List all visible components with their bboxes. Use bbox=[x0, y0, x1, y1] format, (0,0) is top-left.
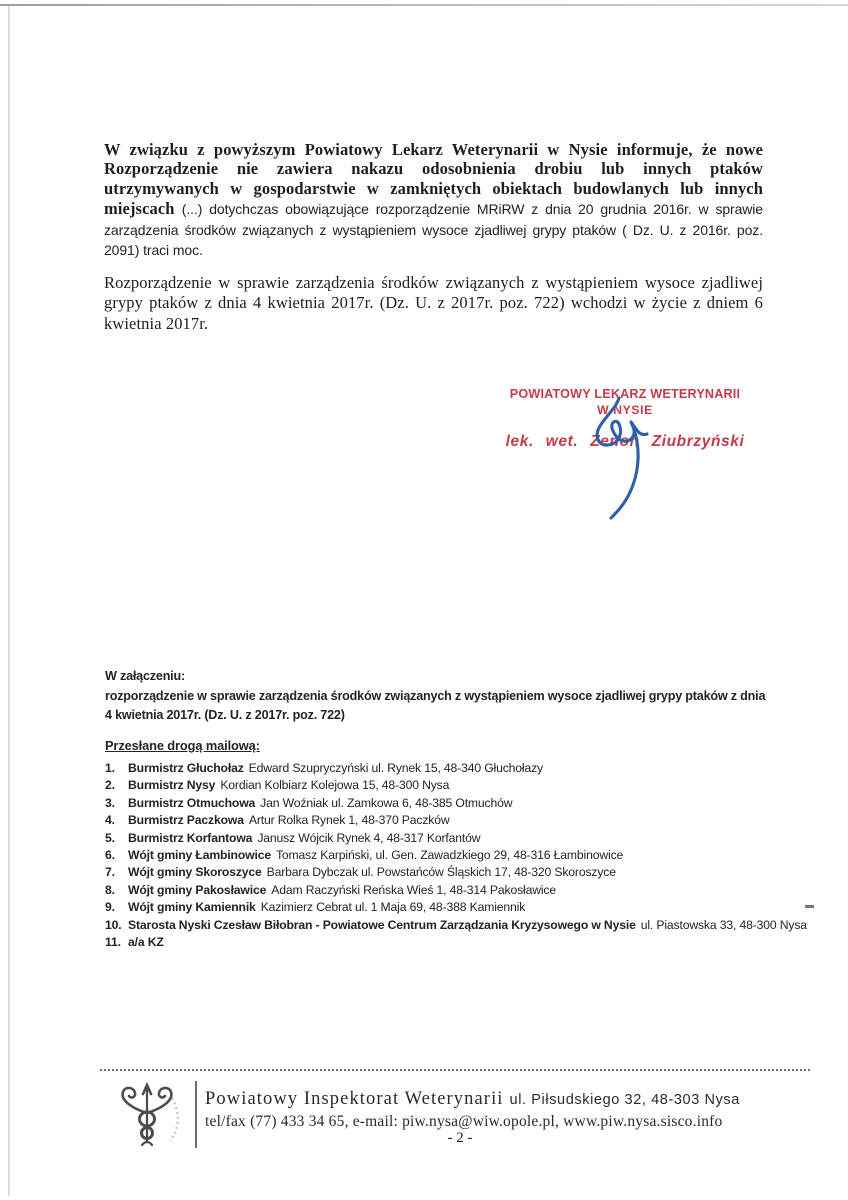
recipient-row bbox=[105, 778, 820, 795]
recipient-title: Burmistrz Otmuchowa bbox=[128, 795, 256, 810]
recipient-row bbox=[105, 865, 820, 882]
stamp-signatory: lek. wet. Zenon Ziubrzyński bbox=[505, 433, 745, 450]
recipient-details: Jan Woźniak ul. Zamkowa 6, 48-385 Otmuchów bbox=[260, 795, 513, 810]
recipient-number: 4. bbox=[105, 813, 115, 828]
recipient-row bbox=[105, 796, 820, 813]
recipient-number: 10. bbox=[105, 917, 122, 932]
recipient-title: Wójt gminy Kamiennik bbox=[128, 900, 256, 915]
recipient-details: Adam Raczyński Reńska Wieś 1, 48-314 Pakosławice bbox=[271, 882, 556, 897]
recipient-title: Wójt gminy Łambinowice bbox=[128, 847, 271, 862]
recipient-details: Artur Rolka Rynek 1, 48-370 Paczków bbox=[248, 813, 450, 828]
footer-org-line bbox=[205, 1089, 805, 1110]
recipient-number: 5. bbox=[105, 830, 115, 845]
scan-edge-top bbox=[0, 4, 848, 6]
attachment-body: rozporządzenie w sprawie zarządzenia środków związanych z wystąpieniem wysoce zjadliwej grypy ptaków z dnia 4 kwietnia 2017r. (Dz. U. z 2017r. poz. 722) bbox=[105, 688, 766, 723]
recipient-row bbox=[105, 900, 820, 917]
recipient-title: Burmistrz Głuchołaz bbox=[128, 761, 244, 775]
recipient-number: 11. bbox=[105, 934, 121, 949]
recipient-details: Janusz Wójcik Rynek 4, 48-317 Korfantów bbox=[257, 830, 481, 845]
recipient-number: 9. bbox=[105, 900, 115, 915]
scan-edge-left bbox=[8, 6, 10, 1196]
recipient-details: Barbara Dybczak ul. Powstańców Śląskich 17, 48-320 Skoroszyce bbox=[266, 865, 616, 880]
recipient-details: Edward Szupryczyński ul. Rynek 15, 48-340 Głuchołazy bbox=[248, 761, 543, 775]
recipient-row bbox=[105, 813, 820, 830]
recipient-row bbox=[105, 883, 820, 900]
recipient-row bbox=[105, 848, 820, 865]
attachment-note bbox=[105, 667, 775, 726]
stamp-title: POWIATOWY LEKARZ WETERYNARII bbox=[509, 387, 741, 401]
recipient-details: ul. Piastowska 33, 48-300 Nysa bbox=[640, 917, 807, 932]
recipient-title: Starosta Nyski Czesław Biłobran - Powiatowe Centrum Zarządzania Kryzysowego w Nysie bbox=[128, 917, 636, 932]
footer-contact-block bbox=[205, 1089, 805, 1131]
footer-divider bbox=[100, 1069, 812, 1071]
paragraph-intro bbox=[104, 140, 763, 262]
attachment-heading: W załączeniu: bbox=[105, 669, 185, 683]
recipient-details: Kordian Kolbiarz Kolejowa 15, 48-300 Nysa bbox=[220, 778, 450, 793]
recipient-number: 2. bbox=[105, 778, 115, 793]
paragraph-intro-bold: W związku z powyższym Powiatowy Lekarz Weterynarii w Nysie informuje, że nowe Rozporządzenie nie zawiera nakazu odosobnienia drobiu lub innych ptaków utrzymywanych w gospodarstwie w zamkniętych obiektach budowlanych lub innych miejscach bbox=[104, 139, 763, 218]
recipient-number: 1. bbox=[105, 761, 115, 775]
mailing-list-heading: Przesłane drogą mailową: bbox=[105, 738, 260, 753]
recipient-title: Wójt gminy Skoroszyce bbox=[128, 865, 262, 880]
recipient-number: 3. bbox=[105, 795, 115, 810]
recipient-details: Tomasz Karpiński, ul. Gen. Zawadzkiego 29, 48-316 Łambinowice bbox=[275, 847, 624, 862]
paragraph-regulation-effective: Rozporządzenie w sprawie zarządzenia środków związanych z wystąpieniem wysoce zjadliwej grypy ptaków z dnia 4 kwietnia 2017r. (Dz. U. z 2017r. poz. 722) wchodzi w życie z dniem 6 kwietnia 2017r. bbox=[104, 272, 763, 333]
paragraph-intro-regular: (...) dotychczas obowiązujące rozporządzenie MRiRW z dnia 20 grudnia 2016r. w sprawie zarządzenia środków związanych z wystąpieniem wysoce zjadliwej grypy ptaków ( Dz. U. z 2016r. poz. 2091) traci moc. bbox=[104, 200, 763, 259]
recipient-number: 6. bbox=[105, 847, 115, 862]
recipient-details: Kazimierz Cebrat ul. 1 Maja 69, 48-388 Kamiennik bbox=[260, 900, 526, 915]
stamp-location: W NYSIE bbox=[597, 403, 653, 417]
handwritten-signature-icon bbox=[586, 395, 658, 523]
recipient-row bbox=[105, 761, 820, 778]
footer-contact-line: tel/fax (77) 433 34 65, e-mail: piw.nysa@wiw.opole.pl, www.piw.nysa.sisco.info bbox=[205, 1113, 723, 1130]
recipient-number: 8. bbox=[105, 882, 115, 897]
veterinary-caduceus-icon bbox=[114, 1082, 192, 1150]
recipient-title: Burmistrz Paczkowa bbox=[128, 813, 244, 828]
recipient-number: 7. bbox=[105, 865, 115, 880]
recipient-title: a/a KZ bbox=[128, 934, 164, 949]
recipient-row bbox=[105, 918, 820, 935]
footer-org-name: Powiatowy Inspektorat Weterynarii bbox=[205, 1089, 504, 1109]
recipient-row bbox=[105, 935, 820, 952]
page-number: - 2 - bbox=[447, 1130, 473, 1146]
footer-separator bbox=[195, 1081, 197, 1148]
footer-org-address: ul. Piłsudskiego 32, 48-303 Nysa bbox=[509, 1092, 740, 1108]
recipient-title: Burmistrz Nysy bbox=[128, 778, 216, 793]
recipient-row bbox=[105, 831, 820, 848]
recipient-title: Burmistrz Korfantowa bbox=[128, 830, 253, 845]
scan-dash-artifact bbox=[805, 905, 814, 908]
recipient-list bbox=[105, 761, 820, 952]
recipient-title: Wójt gminy Pakosławice bbox=[128, 882, 267, 897]
